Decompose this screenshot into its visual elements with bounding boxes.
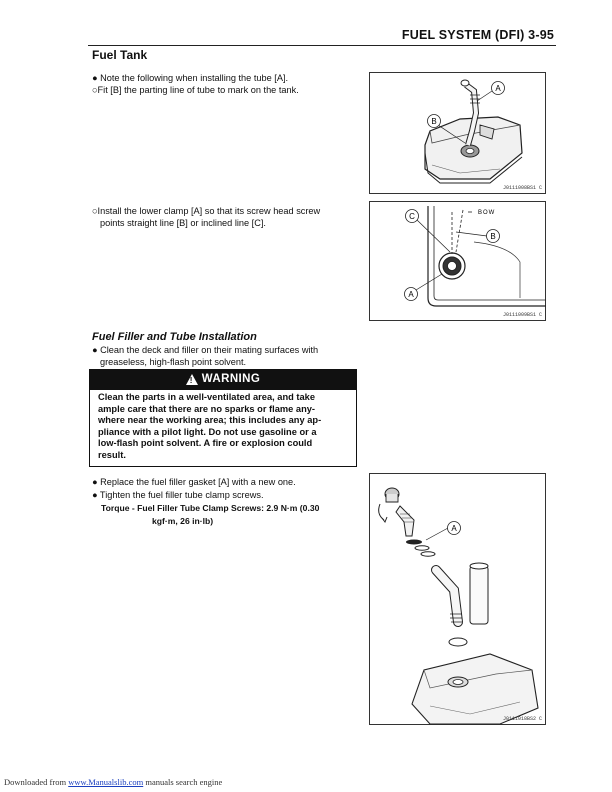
warning-line: pliance with a pilot light. Do not use gasoline or a (98, 426, 317, 437)
figure-lower-clamp (369, 201, 546, 321)
figure2-label-c: C (409, 212, 415, 221)
instruction-note-tube: ● Note the following when installing the tube [A]. (92, 73, 289, 83)
fuel-filler-illustration (370, 474, 547, 726)
instruction-parting-line: ○Fit [B] the parting line of tube to mark on the tank. (92, 85, 299, 95)
instruction-clean-deck: ● Clean the deck and filler on their mating surfaces with (92, 345, 319, 355)
page-header-title: FUEL SYSTEM (DFI) 3-95 (401, 28, 554, 42)
footer-suffix: manuals search engine (143, 777, 223, 787)
instruction-lower-clamp-cont: points straight line [B] or inclined line [C]. (100, 218, 266, 228)
header-rule (88, 45, 556, 46)
section-title: Fuel Tank (92, 48, 148, 62)
figure-fuel-filler (369, 473, 546, 725)
warning-line: Clean the parts in a well-ventilated area, and take (98, 392, 316, 402)
figure-fuel-tank-tube (369, 72, 546, 194)
lower-clamp-illustration (370, 202, 547, 322)
figure3-code: J0111018BS2 C (502, 716, 542, 722)
fuel-tank-illustration (370, 73, 547, 195)
warning-label: WARNING (201, 373, 261, 385)
warning-line: ample care that there are no sparks or flame any- (98, 403, 316, 414)
footer-download-note (4, 777, 222, 787)
figure1-label-b: B (431, 117, 437, 126)
figure2-label-a: A (408, 290, 414, 299)
instruction-lower-clamp: ○Install the lower clamp [A] so that its screw head screw (92, 206, 321, 216)
warning-triangle-icon: ! (186, 374, 198, 385)
footer-manualslib-link[interactable]: www.Manualslib.com (68, 777, 144, 787)
figure2-bow-label: BOW (478, 210, 496, 216)
torque-spec-cont: kgf·m, 26 in·lb) (152, 516, 214, 526)
warning-header (89, 369, 357, 389)
torque-spec: Torque - Fuel Filler Tube Clamp Screws: 2.9 N·m (0.30 (101, 503, 320, 513)
footer-prefix: Downloaded from (4, 777, 69, 787)
figure1-code: J0111008BS1 C (502, 185, 542, 191)
figure2-label-b: B (490, 232, 496, 241)
instruction-tighten-screws: ● Tighten the fuel filler tube clamp screws. (92, 490, 264, 500)
figure3-label-a: A (451, 524, 457, 533)
warning-line: low-flash point solvent. A fire or explosion could (98, 438, 313, 448)
warning-body (89, 389, 357, 467)
figure2-code: J0111009BS1 C (502, 312, 542, 318)
warning-line: where near the working area; this includes any ap- (98, 415, 322, 425)
instruction-replace-gasket: ● Replace the fuel filler gasket [A] with a new one. (92, 477, 296, 487)
figure1-label-a: A (495, 84, 501, 93)
instruction-clean-deck-cont: greaseless, high-flash point solvent. (100, 357, 247, 367)
warning-line: result. (98, 449, 126, 460)
subsection-heading: Fuel Filler and Tube Installation (92, 331, 257, 343)
